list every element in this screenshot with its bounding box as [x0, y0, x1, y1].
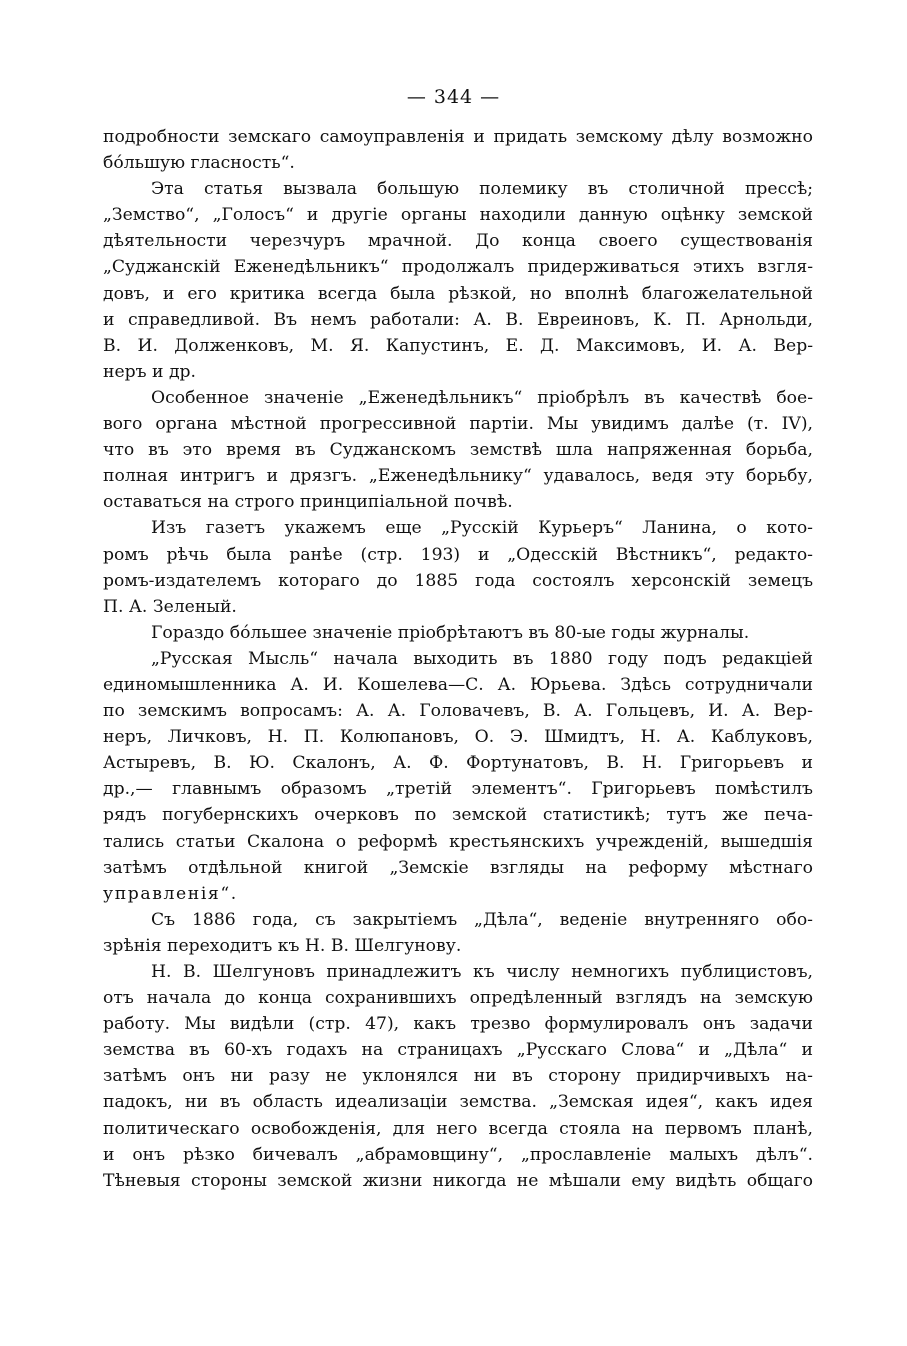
text-line: др.,— главнымъ образомъ „третій элементъ“. Григорьевъ помѣстилъ	[103, 779, 813, 800]
text-line: неръ, Личковъ, Н. П. Колюпановъ, О. Э. Шмидтъ, Н. А. Каблуковъ,	[103, 727, 813, 748]
text-line: полная интригъ и дрязгъ. „Еженедѣльнику“ удавалось, ведя эту борьбу,	[103, 466, 813, 487]
text-line: Эта статья вызвала большую полемику въ столичной прессѣ;	[151, 179, 813, 200]
text-line: „Земство“, „Голосъ“ и другіе органы находили данную оцѣнку земской	[103, 205, 813, 226]
text-line: Гораздо бо́льшее значеніе пріобрѣтаютъ въ 80-ые годы журналы.	[151, 622, 750, 643]
text-line: Астыревъ, В. Ю. Скалонъ, А. Ф. Фортунатовъ, В. Н. Григорьевъ и	[103, 753, 813, 774]
text-line: по земскимъ вопросамъ: А. А. Головачевъ, В. А. Гольцевъ, И. А. Вер-	[103, 701, 813, 722]
text-line: неръ и др.	[103, 361, 196, 382]
text-line: ромъ-издателемъ котораго до 1885 года состоялъ херсонскій земецъ	[103, 570, 813, 591]
body-text	[103, 124, 813, 1194]
text-line: зрѣнія переходитъ къ Н. В. Шелгунову.	[103, 935, 462, 956]
text-line: „Суджанскій Еженедѣльникъ“ продолжалъ придерживаться этихъ взгля-	[103, 257, 813, 278]
text-line: затѣмъ отдѣльной книгой „Земскіе взгляды на реформу мѣстнаго	[103, 857, 813, 878]
text-line: управленія“.	[103, 883, 238, 904]
text-line: оставаться на строго принципіальной почвѣ.	[103, 492, 513, 513]
text-line: „Русская Мысль“ начала выходить въ 1880 году подъ редакціей	[151, 648, 813, 669]
text-line: работу. Мы видѣли (стр. 47), какъ трезво формулировалъ онъ задачи	[103, 1014, 813, 1035]
text-line: и онъ рѣзко бичевалъ „абрамовщину“, „прославленіе малыхъ дѣлъ“.	[103, 1144, 813, 1165]
text-line: Тѣневыя стороны земской жизни никогда не мѣшали ему видѣть общаго	[103, 1170, 813, 1191]
text-line: затѣмъ онъ ни разу не уклонялся ни въ сторону придирчивыхъ на-	[103, 1066, 813, 1087]
text-line: тались статьи Скалона о реформѣ крестьянскихъ учрежденій, вышедшія	[103, 831, 813, 852]
text-line: отъ начала до конца сохранившихъ опредѣленный взглядъ на земскую	[103, 988, 813, 1009]
text-line: довъ, и его критика всегда была рѣзкой, но вполнѣ благожелательной	[103, 283, 813, 304]
text-line: бо́льшую гласность“.	[103, 153, 295, 174]
text-line: что въ это время въ Суджанскомъ земствѣ шла напряженная борьба,	[103, 440, 813, 461]
text-line: рядъ погубернскихъ очерковъ по земской статистикѣ; тутъ же печа-	[103, 805, 813, 826]
text-line: политическаго освобожденія, для него всегда стояла на первомъ планѣ,	[103, 1118, 813, 1139]
text-line: падокъ, ни въ область идеализаціи земства. „Земская идея“, какъ идея	[103, 1092, 813, 1113]
text-line: В. И. Долженковъ, М. Я. Капустинъ, Е. Д. Максимовъ, И. А. Вер-	[103, 335, 813, 356]
text-line: земства въ 60-хъ годахъ на страницахъ „Русскаго Слова“ и „Дѣла“ и	[103, 1040, 813, 1061]
text-line: и справедливой. Въ немъ работали: А. В. Евреиновъ, К. П. Арнольди,	[103, 309, 813, 330]
text-line: дѣятельности черезчуръ мрачной. До конца своего существованія	[103, 231, 813, 252]
text-line: единомышленника А. И. Кошелева—С. А. Юрьева. Здѣсь сотрудничали	[103, 674, 813, 695]
text-line: П. А. Зеленый.	[103, 596, 237, 617]
text-line: ромъ рѣчь была ранѣе (стр. 193) и „Одесскій Вѣстникъ“, редакто-	[103, 544, 813, 565]
text-line: Изъ газетъ укажемъ еще „Русскій Курьеръ“ Ланина, о кото-	[151, 518, 813, 539]
text-line: подробности земскаго самоуправленія и придать земскому дѣлу возможно	[103, 127, 813, 147]
text-line: Особенное значеніе „Еженедѣльникъ“ пріобрѣлъ въ качествѣ бое-	[151, 387, 813, 408]
page-number: — 344 —	[406, 86, 501, 108]
text-line: Съ 1886 года, съ закрытіемъ „Дѣла“, веденіе внутренняго обо-	[151, 909, 813, 930]
text-line: вого органа мѣстной прогрессивной партіи. Мы увидимъ далѣе (т. IV),	[103, 414, 813, 435]
text-line: Н. В. Шелгуновъ принадлежитъ къ числу немногихъ публицистовъ,	[151, 962, 813, 982]
